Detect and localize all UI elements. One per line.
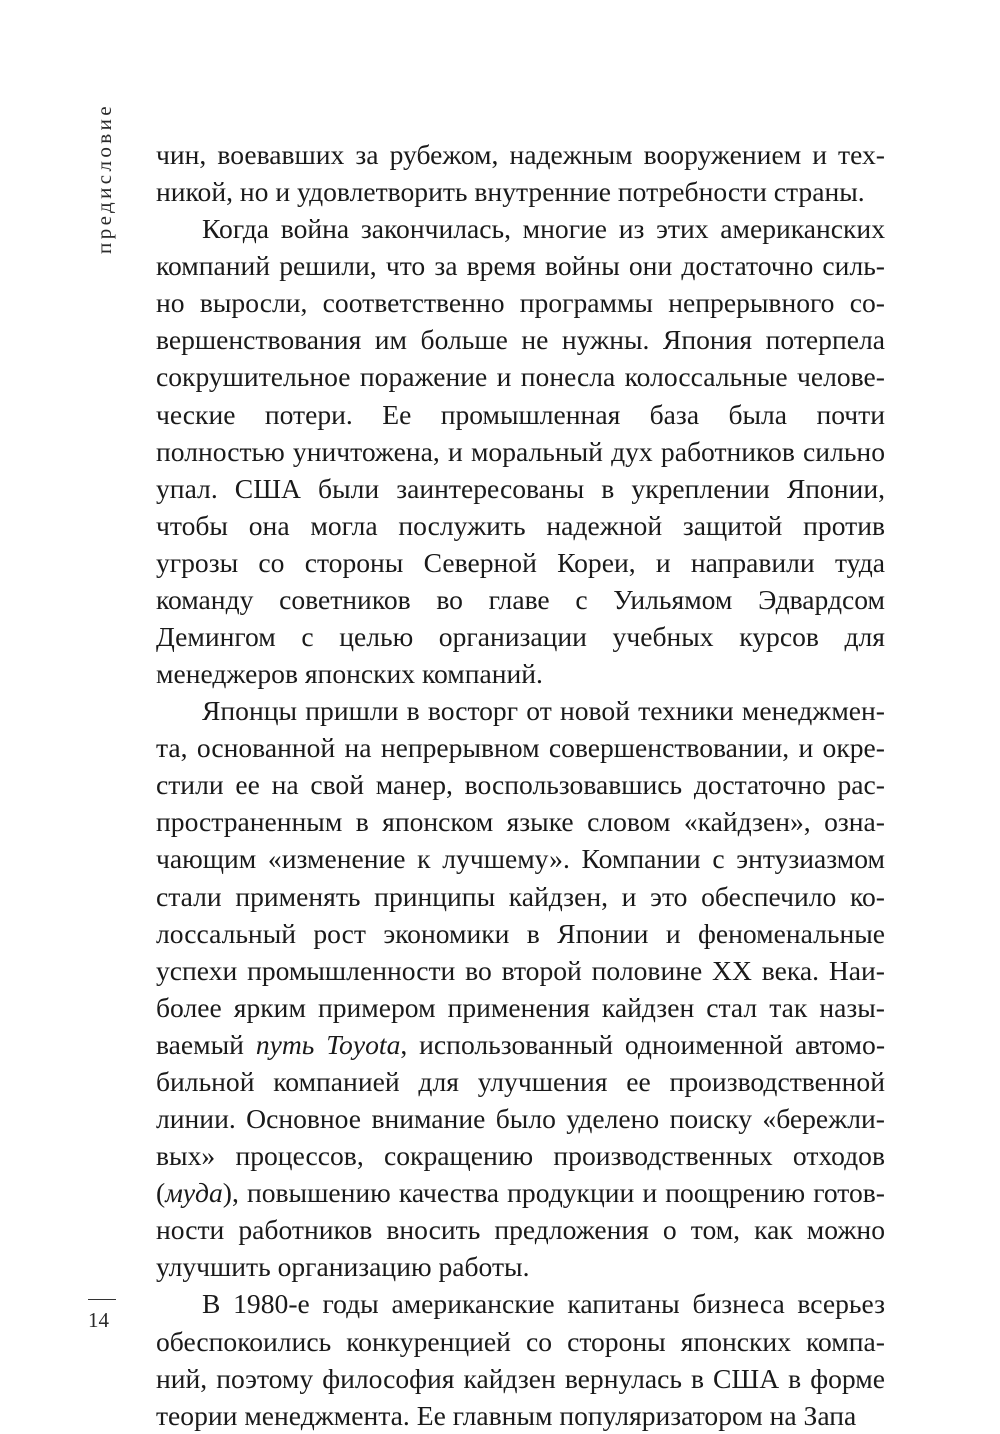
running-head-text: предисловие [91, 102, 116, 254]
paragraph [156, 692, 885, 1285]
running-head [86, 88, 122, 268]
text-run: ), повышению качества продукции и поощрению готовности работников вносить предложения о том, как можно улучшить организацию работы. [156, 1177, 885, 1283]
body-text [156, 136, 885, 1434]
page-number: 14 [88, 1308, 109, 1332]
italic-term: путь Toyota [255, 1028, 401, 1060]
text-run: , использованный одноименной автомобильной компанией для улучшения ее производственной линии. Основное внимание было уделено поиску «бережливых» процессов, сокращению производственных отходов ( [156, 1028, 886, 1209]
paragraph [156, 1285, 885, 1433]
text-run: Японцы пришли в восторг от новой техники менеджмента, основанной на непрерывном совершенствовании, и окрестили ее на свой манер, воспользовавшись достаточно распространенным в японском языке словом «кайдзен», означающим «изменение к лучшему». Компании с энтузиазмом стали применять принципы кайдзен, и это обеспечило колоссальный рост экономики в Японии и феноменальные успехи промышленности во второй половине XX века. Наиболее ярким примером применения кайдзен стал так называемый [156, 695, 885, 1060]
text-run: Когда война закончилась, многие из этих американских компаний решили, что за время войны они достаточно сильно выросли, соответственно программы непрерывного совершенствования им больше не нужны. Япония потерпела сокрушительное поражение и понесла колоссальные человеческие потери. Ее промышленная база была почти полностью уничтожена, и моральный дух работников сильно упал. США были заинтересованы в укреплении Японии, чтобы она могла послужить надежной защитой против угрозы со стороны Северной Кореи, и направили туда команду советников во главе с Уильямом Эдвардсом Демингом с целью организации учебных курсов для менеджеров японских компаний. [156, 213, 885, 690]
folio-rule [88, 1299, 116, 1300]
text-run: чин, воевавших за рубежом, надежным вооружением и техникой, но и удовлетворить внутренние потребности страны. [156, 139, 885, 208]
paragraph [156, 210, 885, 692]
italic-term: муда [165, 1177, 223, 1209]
text-run: В 1980-е годы американские капитаны бизнеса всерьез обеспокоились конкуренцией со стороны японских компаний, поэтому философия кайдзен вернулась в США в форме теории менеджмента. Ее главным популяризатором на Запа [156, 1288, 885, 1431]
paragraph [156, 136, 885, 210]
